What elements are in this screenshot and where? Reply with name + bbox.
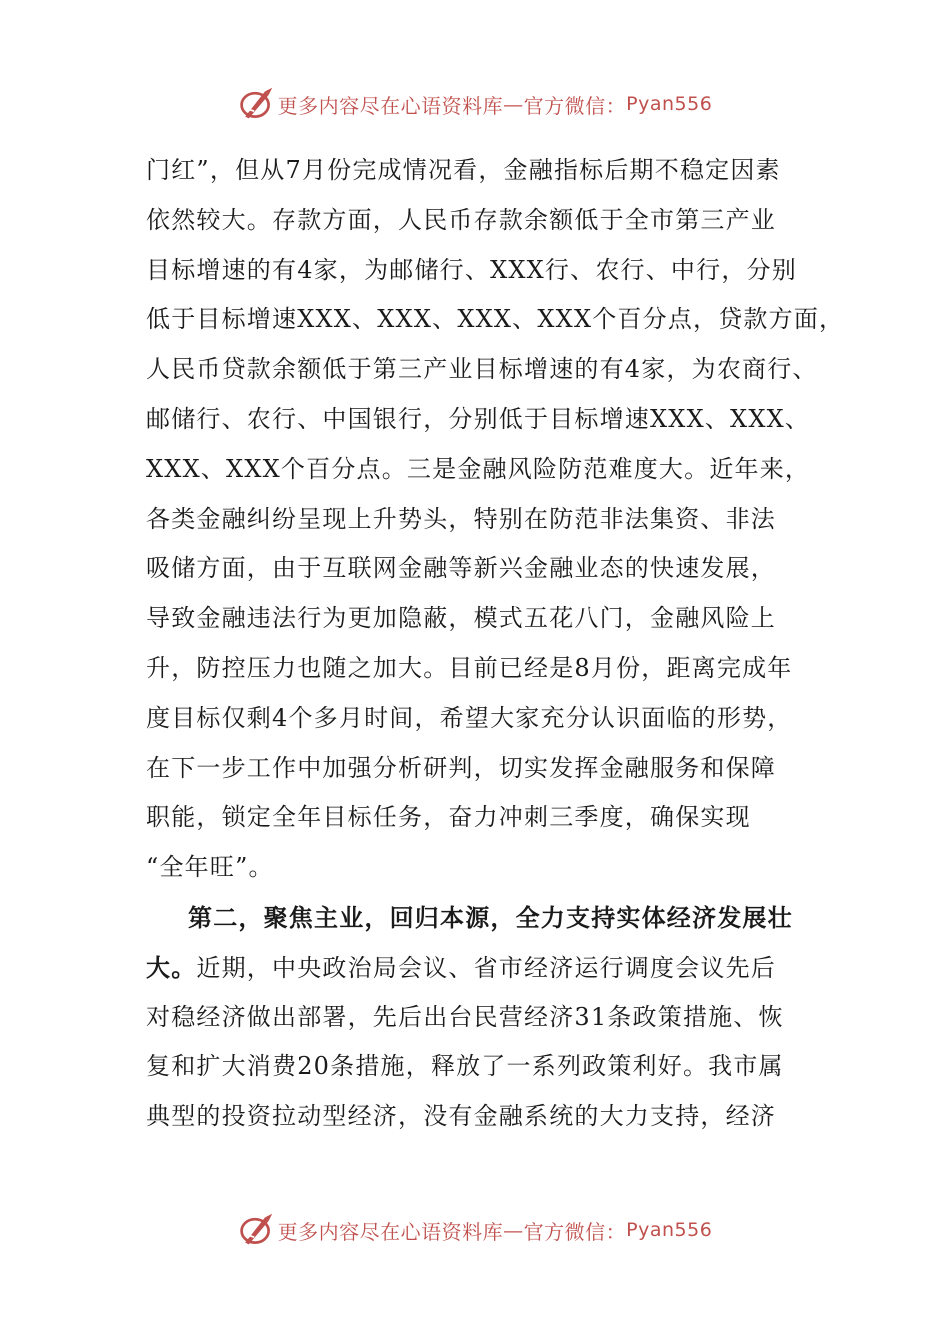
- text-line: 邮储行、农行、中国银行，分别低于目标增速XXX、XXX、: [146, 404, 811, 433]
- document-body: [146, 146, 845, 1142]
- text-line: 低于目标增速XXX、XXX、XXX、XXX个百分点，贷款方面，: [146, 305, 845, 334]
- text-line: 依然较大。存款方面，人民币存款余额低于全市第三产业: [146, 205, 776, 234]
- text-line: 复和扩大消费20条措施，释放了一系列政策利好。我市属: [146, 1052, 784, 1081]
- section-heading: 第二，聚焦主业，回归本源，全力支持实体经济发展壮: [188, 902, 793, 932]
- watermark-wechat-id: Pyan556: [626, 1219, 713, 1241]
- text-line: 人民币贷款余额低于第三产业目标增速的有4家，为农商行、: [146, 355, 818, 384]
- watermark-wechat-label: 官方微信：: [523, 1219, 627, 1244]
- header-watermark: [0, 84, 950, 124]
- text-line: 导致金融违法行为更加隐蔽，模式五花八门，金融风险上: [146, 604, 776, 633]
- text-line: “全年旺”。: [146, 853, 274, 882]
- text-line: 目标增速的有4家，为邮储行、XXX行、农行、中行，分别: [146, 255, 797, 284]
- watermark-dash: —: [503, 1218, 524, 1242]
- text-line: 升，防控压力也随之加大。目前已经是8月份，距离完成年: [146, 653, 793, 682]
- text-line: 度目标仅剩4个多月时间，希望大家充分认识面临的形势，: [146, 703, 793, 732]
- text-line: 职能，锁定全年目标任务，奋力冲刺三季度，确保实现: [146, 803, 751, 832]
- watermark-wechat-label: 官方微信：: [523, 93, 627, 118]
- footer-watermark: [0, 1210, 950, 1250]
- text-line: 门红”，但从7月份完成情况看，金融指标后期不稳定因素: [146, 156, 781, 184]
- text-line: 对稳经济做出部署，先后出台民营经济31条政策措施、恢: [146, 1002, 784, 1031]
- watermark-text: 更多内容尽在心语资料库: [277, 93, 504, 118]
- text-line: XXX、XXX个百分点。三是金融风险防范难度大。近年来，: [146, 454, 811, 483]
- section-heading-end: 大。: [146, 952, 197, 982]
- text-line: 各类金融纠纷呈现上升势头，特别在防范非法集资、非法: [146, 504, 776, 533]
- text-line: 典型的投资拉动型经济，没有金融系统的大力支持，经济: [146, 1102, 776, 1131]
- text-line: [146, 943, 836, 993]
- text-span: 近期，中央政治局会议、省市经济运行调度会议先后: [196, 953, 777, 982]
- text-line: 在下一步工作中加强分析研判，切实发挥金融服务和保障: [146, 753, 776, 782]
- watermark-text: 更多内容尽在心语资料库: [277, 1219, 504, 1244]
- quill-pen-logo-icon: [238, 86, 274, 122]
- text-line: 吸储方面，由于互联网金融等新兴金融业态的快速发展，: [146, 554, 776, 583]
- quill-pen-logo-icon: [238, 1212, 274, 1248]
- watermark-wechat-id: Pyan556: [626, 93, 713, 115]
- watermark-dash: —: [503, 92, 524, 116]
